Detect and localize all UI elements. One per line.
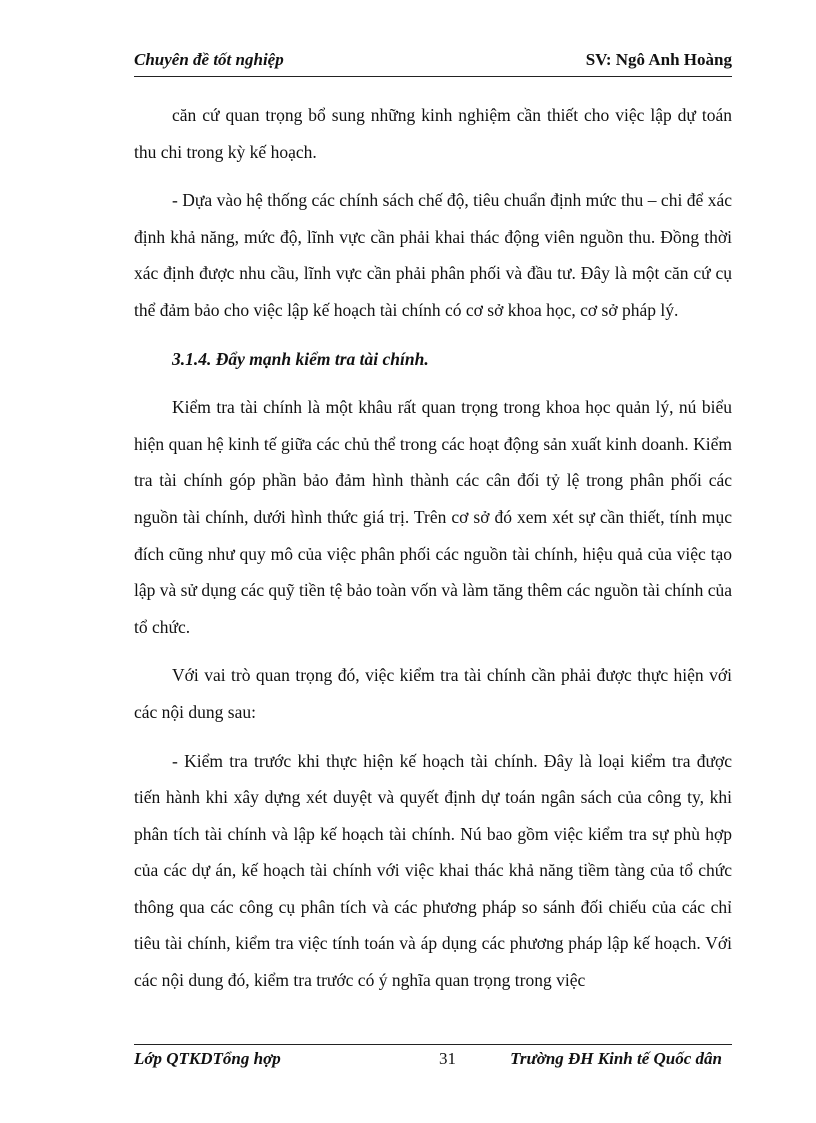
section-heading: 3.1.4. Đẩy mạnh kiểm tra tài chính.: [172, 348, 429, 369]
footer-page-number: 31: [439, 1049, 456, 1068]
footer-class-name: Lớp QTKDTổng hợp: [134, 1049, 281, 1068]
paragraph-1: căn cứ quan trọng bổ sung những kinh nghiệm cần thiết cho việc lập dự toán thu chi trong kỳ kế hoạch.: [134, 105, 732, 162]
page-footer: [134, 1044, 732, 1071]
paragraph-2: - Dựa vào hệ thống các chính sách chế độ, tiêu chuẩn định mức thu – chi để xác định khả năng, mức độ, lĩnh vực cần phải khai thác động viên nguồn thu. Đồng thời xác định được nhu cầu, lĩnh vực cần phải phân phối và đầu tư. Đây là một căn cứ cụ thể đảm bảo cho việc lập kế hoạch tài chính có cơ sở khoa học, cơ sở pháp lý.: [134, 190, 732, 320]
footer-university: Trường ĐH Kinh tế Quốc dân: [510, 1049, 722, 1068]
paragraph-3: Kiểm tra tài chính là một khâu rất quan trọng trong khoa học quản lý, nú biểu hiện quan hệ kinh tế giữa các chủ thể trong các hoạt động sản xuất kinh doanh. Kiểm tra tài chính góp phần bảo đảm hình thành các cân đối tỷ lệ trong phân phối các nguồn tài chính, dưới hình thức giá trị. Trên cơ sở đó xem xét sự cần thiết, tính mục đích cũng như quy mô của việc phân phối các nguồn tài chính, hiệu quả của việc tạo lập và sử dụng các quỹ tiền tệ bảo toàn vốn và làm tăng thêm các nguồn tài chính của tổ chức.: [134, 397, 732, 637]
header-author: SV: Ngô Anh Hoàng: [585, 50, 732, 69]
header-title: Chuyên đề tốt nghiệp: [134, 50, 284, 69]
paragraph-4: Với vai trò quan trọng đó, việc kiểm tra tài chính cần phải được thực hiện với các nội dung sau:: [134, 665, 732, 722]
page-header: [134, 50, 732, 77]
paragraph-5: - Kiểm tra trước khi thực hiện kế hoạch tài chính. Đây là loại kiểm tra được tiến hành khi xây dựng xét duyệt và quyết định dự toán ngân sách của công ty, khi phân tích tài chính và lập kế hoạch tài chính. Nú bao gồm việc kiểm tra sự phù hợp của các dự án, kế hoạch tài chính với việc khai thác khả năng tiềm tàng của tổ chức thông qua các công cụ phân tích và các phương pháp so sánh đối chiếu của các chỉ tiêu tài chính, kiểm tra việc tính toán và áp dụng các phương pháp lập kế hoạch. Với các nội dung đó, kiểm tra trước có ý nghĩa quan trọng trong việc: [134, 750, 732, 991]
page-body: [134, 97, 732, 1011]
